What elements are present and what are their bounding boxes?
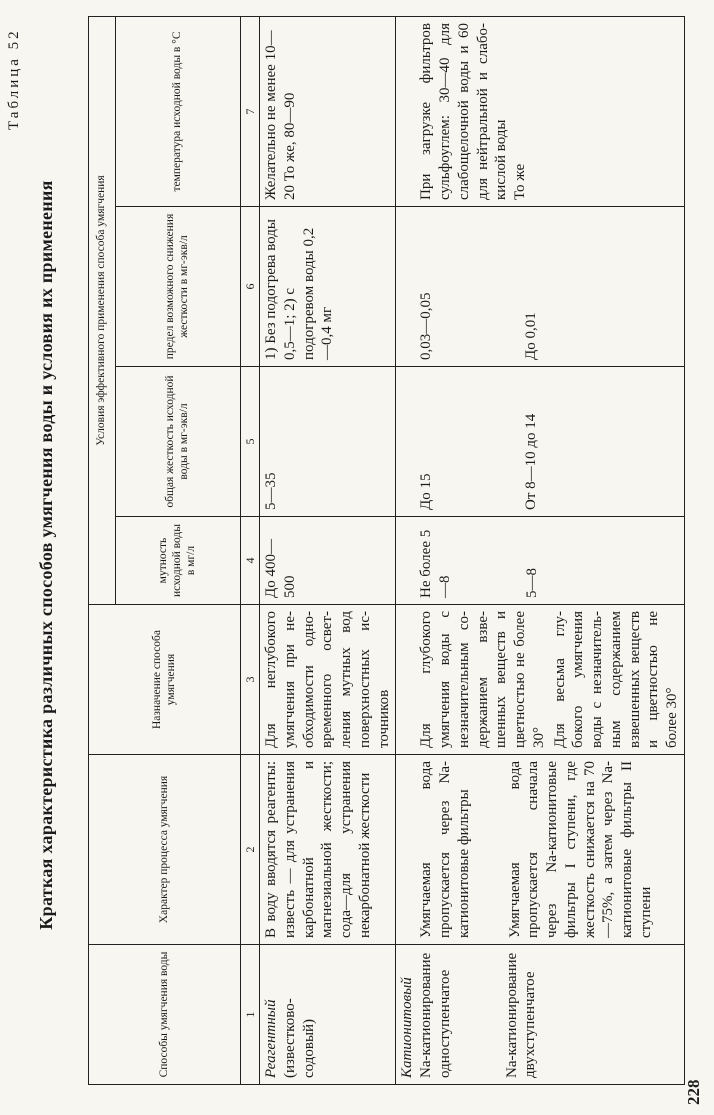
purpose-one-stage: Для глубокого умягчения воды с незначительным содержанием взвешенных веществ и цветностью не более 30° bbox=[418, 611, 547, 748]
cell-hardness: 5—35 bbox=[260, 367, 396, 517]
header-process: Характер процесса умягчения bbox=[89, 755, 241, 945]
method-name-reagent: Реагентный bbox=[263, 999, 279, 1078]
cell-limit: 1) Без подогрева воды 0,5—1; 2) с подогревом воды 0,2—0,4 мг bbox=[260, 207, 396, 367]
method-note-reagent: (известковосодовый) bbox=[281, 998, 317, 1078]
page-number: 228 bbox=[684, 1079, 703, 1105]
header-method: Способы умягчения воды bbox=[89, 945, 241, 1085]
purpose-two-stage: Для весьма глубокого умягчения воды с незначительным содержанием взвешенных веществ и цветностью не более 30° bbox=[551, 611, 680, 748]
table-row-reagent bbox=[260, 17, 396, 1085]
cell-method bbox=[396, 945, 685, 1085]
hardness-two-stage: От 8—10 до 14 bbox=[523, 413, 539, 510]
column-number: 5 bbox=[241, 367, 260, 517]
column-number-row bbox=[241, 17, 260, 1085]
cell-purpose bbox=[396, 605, 685, 755]
temperature-two-stage: То же bbox=[512, 163, 528, 200]
cell-limit bbox=[396, 207, 685, 367]
limit-one-stage: 0,03—0,05 bbox=[418, 292, 435, 360]
cell-turbidity: До 400—500 bbox=[260, 517, 396, 605]
table-label: Таблица 52 bbox=[6, 28, 22, 130]
cell-hardness bbox=[396, 367, 685, 517]
turbidity-two-stage: 5—8 bbox=[523, 568, 540, 598]
column-number: 6 bbox=[241, 207, 260, 367]
column-number: 2 bbox=[241, 755, 260, 945]
cell-purpose: Для неглубокого умягчения при необходимости одновременного осветления мутных вод поверхностных источников bbox=[260, 605, 396, 755]
header-hardness: общая жесткость исходной воды в мг-экв/л bbox=[116, 367, 241, 517]
header-turbidity: мутность исходной воды в мг/л bbox=[116, 517, 241, 605]
cell-turbidity bbox=[396, 517, 685, 605]
column-number: 4 bbox=[241, 517, 260, 605]
cell-temperature bbox=[396, 17, 685, 207]
softening-methods-table bbox=[88, 16, 685, 1085]
column-number: 3 bbox=[241, 605, 260, 755]
table-title: Краткая характеристика различных способов умягчения воды и условия их применения bbox=[36, 180, 56, 930]
cell-method bbox=[260, 945, 396, 1085]
method-cation-two-stage: Na-катионирование двухступенчатое bbox=[503, 952, 539, 1078]
method-name-cation: Катионитовый bbox=[399, 977, 416, 1078]
method-cation-one-stage: Na-катионирование одноступенчатое bbox=[418, 952, 453, 1078]
process-one-stage: Умягчаемая вода пропускается через Na-катионитовые фильтры bbox=[418, 761, 472, 938]
header-conditions: Условия эффективного применения способа умягчения bbox=[89, 17, 116, 605]
cell-process: В воду вводятся реагенты: известь — для устранения карбонатной и магнезиальной жесткости; сода—для устранения некарбонатной жесткости bbox=[260, 755, 396, 945]
process-two-stage: Умягчаемая вода пропускается сначала через Na-катионитовые фильтры I ступени, где жесткость снижается на 70—75%, а затем через Na-катионитовые фильтры II ступени bbox=[506, 761, 654, 938]
column-number: 7 bbox=[241, 17, 260, 207]
cell-process bbox=[396, 755, 685, 945]
cell-temperature: Желательно не менее 10—20 То же, 80—90 bbox=[260, 17, 396, 207]
hardness-one-stage: До 15 bbox=[418, 473, 435, 510]
limit-two-stage: До 0,01 bbox=[523, 312, 539, 360]
header-limit: предел возможного снижения жесткости в мг-экв/л bbox=[116, 207, 241, 367]
temperature-one-stage: При загрузке фильтров сульфоуглем: 30—40 для слабощелочной воды и 60 для нейтральной и слабокислой воды bbox=[418, 23, 510, 200]
turbidity-one-stage: Не более 5—8 bbox=[418, 529, 453, 598]
header-temperature: температура исходной воды в °С bbox=[116, 17, 241, 207]
header-purpose: Назначение способа умягчения bbox=[89, 605, 241, 755]
table-row-cation bbox=[396, 17, 685, 1085]
header-row-1 bbox=[89, 17, 116, 1085]
column-number: 1 bbox=[241, 945, 260, 1085]
